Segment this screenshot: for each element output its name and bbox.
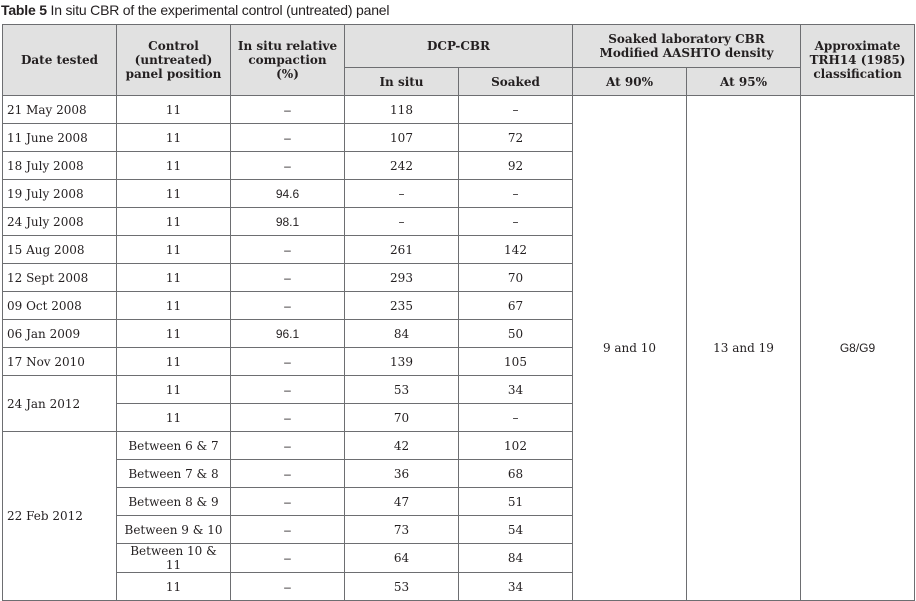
cell-soaked: 68 — [459, 460, 573, 488]
cell-position: Between 8 & 9 — [117, 488, 231, 516]
cell-compaction: 96.1 — [231, 320, 345, 348]
cell-soaked: – — [459, 208, 573, 236]
cell-insitu: 53 — [345, 376, 459, 404]
header-lab-cbr: Soaked laboratory CBR Modified AASHTO density — [573, 25, 801, 68]
header-compaction: In situ relative compaction (%) — [231, 25, 345, 96]
cell-position: 11 — [117, 348, 231, 376]
cell-soaked: 34 — [459, 573, 573, 601]
cell-insitu: 47 — [345, 488, 459, 516]
cell-position: 11 — [117, 573, 231, 601]
cell-soaked: 92 — [459, 152, 573, 180]
cell-position: 11 — [117, 320, 231, 348]
cell-position: 11 — [117, 404, 231, 432]
cell-date: 15 Aug 2008 — [3, 236, 117, 264]
cell-date: 19 July 2008 — [3, 180, 117, 208]
table-row — [3, 96, 915, 124]
cell-date: 21 May 2008 — [3, 96, 117, 124]
cell-soaked: 142 — [459, 236, 573, 264]
cell-compaction: – — [231, 96, 345, 124]
cell-lab-90: 9 and 10 — [573, 96, 687, 601]
cell-compaction: – — [231, 152, 345, 180]
table-caption-text: In situ CBR of the experimental control (untreated) panel — [50, 2, 390, 18]
cell-insitu: 107 — [345, 124, 459, 152]
cell-position: 11 — [117, 96, 231, 124]
header-dcp-insitu: In situ — [345, 68, 459, 96]
cell-compaction: – — [231, 264, 345, 292]
cell-soaked: 105 — [459, 348, 573, 376]
cell-insitu: 70 — [345, 404, 459, 432]
cell-insitu: 118 — [345, 96, 459, 124]
cell-compaction: – — [231, 404, 345, 432]
cell-date: 22 Feb 2012 — [3, 432, 117, 601]
cell-date: 18 July 2008 — [3, 152, 117, 180]
header-lab-95: At 95% — [687, 68, 801, 96]
cell-insitu: 73 — [345, 516, 459, 544]
cell-insitu: 36 — [345, 460, 459, 488]
header-row — [3, 25, 915, 68]
cell-compaction: – — [231, 573, 345, 601]
header-dcp-soaked: Soaked — [459, 68, 573, 96]
cell-date: 24 Jan 2012 — [3, 376, 117, 432]
cell-position: Between 6 & 7 — [117, 432, 231, 460]
cell-compaction: – — [231, 488, 345, 516]
cell-soaked: 51 — [459, 488, 573, 516]
cell-position: 11 — [117, 208, 231, 236]
cell-date: 09 Oct 2008 — [3, 292, 117, 320]
cell-compaction: – — [231, 292, 345, 320]
cell-soaked: 67 — [459, 292, 573, 320]
cell-position: 11 — [117, 376, 231, 404]
cell-soaked: – — [459, 96, 573, 124]
cell-insitu: 84 — [345, 320, 459, 348]
cell-insitu: – — [345, 208, 459, 236]
cbr-table — [2, 24, 915, 601]
cell-compaction: – — [231, 460, 345, 488]
cell-date: 12 Sept 2008 — [3, 264, 117, 292]
cell-date: 24 July 2008 — [3, 208, 117, 236]
cell-date: 17 Nov 2010 — [3, 348, 117, 376]
cell-position: Between 9 & 10 — [117, 516, 231, 544]
header-date: Date tested — [3, 25, 117, 96]
cell-soaked: 102 — [459, 432, 573, 460]
cell-insitu: 139 — [345, 348, 459, 376]
cell-compaction: – — [231, 544, 345, 573]
header-dcp-cbr: DCP-CBR — [345, 25, 573, 68]
cell-position: 11 — [117, 124, 231, 152]
cell-date: 11 June 2008 — [3, 124, 117, 152]
cell-position: Between 10 & 11 — [117, 544, 231, 573]
cell-insitu: 242 — [345, 152, 459, 180]
cell-insitu: 293 — [345, 264, 459, 292]
cell-compaction: 98.1 — [231, 208, 345, 236]
cell-soaked: 70 — [459, 264, 573, 292]
cell-insitu: – — [345, 180, 459, 208]
cell-insitu: 42 — [345, 432, 459, 460]
cell-compaction: 94.6 — [231, 180, 345, 208]
cell-lab-95: 13 and 19 — [687, 96, 801, 601]
cell-soaked: 50 — [459, 320, 573, 348]
cell-compaction: – — [231, 348, 345, 376]
cell-insitu: 235 — [345, 292, 459, 320]
header-position: Control (untreated) panel position — [117, 25, 231, 96]
cell-soaked: 34 — [459, 376, 573, 404]
cell-position: 11 — [117, 152, 231, 180]
cell-position: Between 7 & 8 — [117, 460, 231, 488]
cell-compaction: – — [231, 516, 345, 544]
cell-position: 11 — [117, 292, 231, 320]
cell-date: 06 Jan 2009 — [3, 320, 117, 348]
cell-soaked: 72 — [459, 124, 573, 152]
table-caption — [1, 2, 389, 22]
header-trh-classification: Approximate TRH14 (1985) classification — [801, 25, 915, 96]
cell-soaked: 54 — [459, 516, 573, 544]
cell-position: 11 — [117, 236, 231, 264]
cell-position: 11 — [117, 264, 231, 292]
cell-insitu: 261 — [345, 236, 459, 264]
cell-insitu: 64 — [345, 544, 459, 573]
header-lab-90: At 90% — [573, 68, 687, 96]
cell-soaked: 84 — [459, 544, 573, 573]
cell-soaked: – — [459, 404, 573, 432]
cell-insitu: 53 — [345, 573, 459, 601]
cell-compaction: – — [231, 124, 345, 152]
cell-compaction: – — [231, 376, 345, 404]
cell-soaked: – — [459, 180, 573, 208]
cell-trh-class: G8/G9 — [801, 96, 915, 601]
cell-compaction: – — [231, 236, 345, 264]
cell-compaction: – — [231, 432, 345, 460]
cell-position: 11 — [117, 180, 231, 208]
table-caption-label: Table 5 — [1, 2, 47, 18]
